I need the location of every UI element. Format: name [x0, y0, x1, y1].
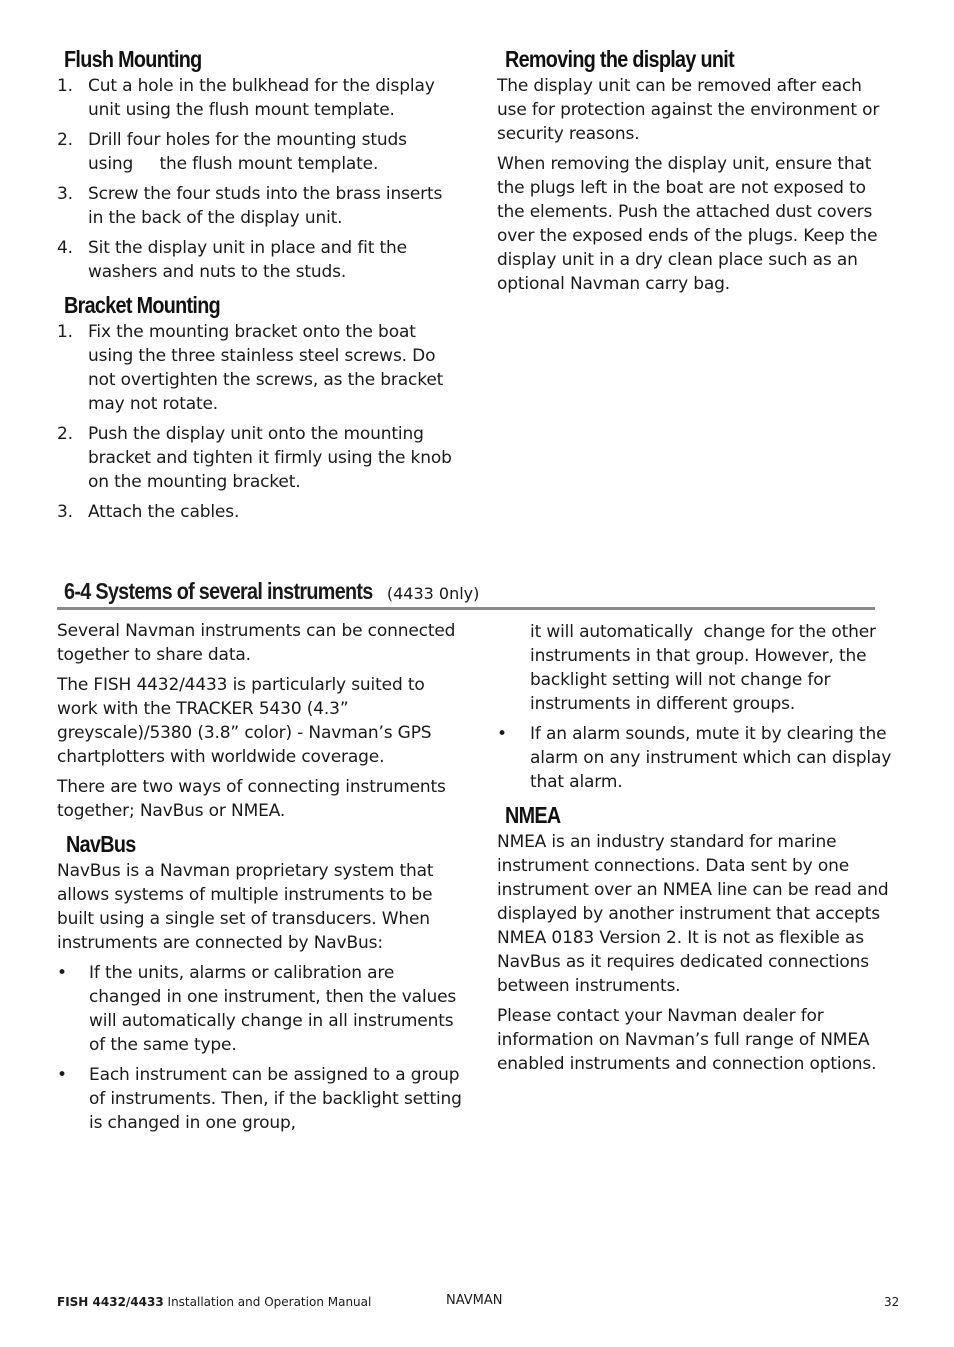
flush-mounting-heading: Flush Mounting: [64, 46, 202, 72]
list-item: 1. Fix the mounting bracket onto the boat using the three stainless steel screws. Do not overtighten the screws, as the bracket may not rotate.: [57, 322, 444, 414]
navbus-bullets-continued: [497, 722, 894, 794]
paragraph: it will automatically change for the other instruments in that group. However, the backlight setting will not change for instruments in different groups.: [530, 622, 876, 714]
section-note: (4433 0nly): [386, 584, 480, 603]
page-number: 32: [884, 1295, 900, 1309]
list-item: • Each instrument can be assigned to a group of instruments. Then, if the backlight setting is changed in one group,: [57, 1065, 462, 1133]
footer-brand: NAVMAN: [446, 1293, 503, 1308]
paragraph: NavBus is a Navman proprietary system that allows systems of multiple instruments to be built using a single set of transducers. When instruments are connected by NavBus:: [57, 861, 434, 953]
bracket-mounting-steps: [57, 320, 462, 524]
paragraph: When removing the display unit, ensure that the plugs left in the boat are not exposed to the elements. Push the attached dust covers over the exposed ends of the plugs. Keep the display unit in a dry clean place such as an optional Navman carry bag.: [497, 154, 878, 294]
navbus-bullets: [57, 961, 462, 1135]
section-title: [64, 578, 479, 605]
list-item: 3. Screw the four studs into the brass inserts in the back of the display unit.: [57, 184, 443, 228]
nmea-heading: NMEA: [505, 802, 561, 828]
systems-right-column: [497, 620, 894, 1082]
list-item: • If an alarm sounds, mute it by clearing the alarm on any instrument which can display that alarm.: [497, 724, 892, 792]
removing-display-heading: Removing the display unit: [505, 46, 734, 72]
flush-mounting-section: [57, 44, 462, 530]
flush-mounting-steps: [57, 74, 462, 284]
footer-manual-title: [57, 1295, 371, 1309]
footer-model: FISH 4432/4433: [57, 1295, 164, 1309]
list-item: 4. Sit the display unit in place and fit the washers and nuts to the studs.: [57, 238, 407, 282]
paragraph: Several Navman instruments can be connected together to share data.: [57, 621, 456, 665]
list-item: 3. Attach the cables.: [57, 502, 240, 522]
paragraph: The display unit can be removed after each use for protection against the environment or security reasons.: [497, 76, 880, 144]
list-item: 2. Drill four holes for the mounting studs using the flush mount template.: [57, 130, 407, 174]
section-heading: 6-4 Systems of several instruments: [64, 578, 373, 604]
section-divider: [57, 607, 875, 610]
paragraph: The FISH 4432/4433 is particularly suited to work with the TRACKER 5430 (4.3” greyscale)/5380 (3.8” color) - Navman’s GPS chartplotters with worldwide coverage.: [57, 675, 432, 767]
systems-left-column: [57, 619, 462, 1141]
bracket-mounting-heading: Bracket Mounting: [64, 292, 221, 318]
paragraph: There are two ways of connecting instruments together; NavBus or NMEA.: [57, 777, 446, 821]
footer-manual: Installation and Operation Manual: [163, 1295, 372, 1309]
list-item: 1. Cut a hole in the bulkhead for the display unit using the flush mount template.: [57, 76, 435, 120]
paragraph: NMEA is an industry standard for marine instrument connections. Data sent by one instrument over an NMEA line can be read and displayed by another instrument that accepts NMEA 0183 Version 2. It is not as flexible as NavBus as it requires dedicated connections between instruments.: [497, 832, 889, 996]
removing-display-section: [497, 44, 892, 302]
list-item: 2. Push the display unit onto the mounting bracket and tighten it firmly using the knob on the mounting bracket.: [57, 424, 452, 492]
list-item: • If the units, alarms or calibration are changed in one instrument, then the values will automatically change in all instruments of the same type.: [57, 963, 457, 1055]
paragraph: Please contact your Navman dealer for information on Navman’s full range of NMEA enabled instruments and connection options.: [497, 1006, 877, 1074]
navbus-heading: NavBus: [66, 831, 136, 857]
